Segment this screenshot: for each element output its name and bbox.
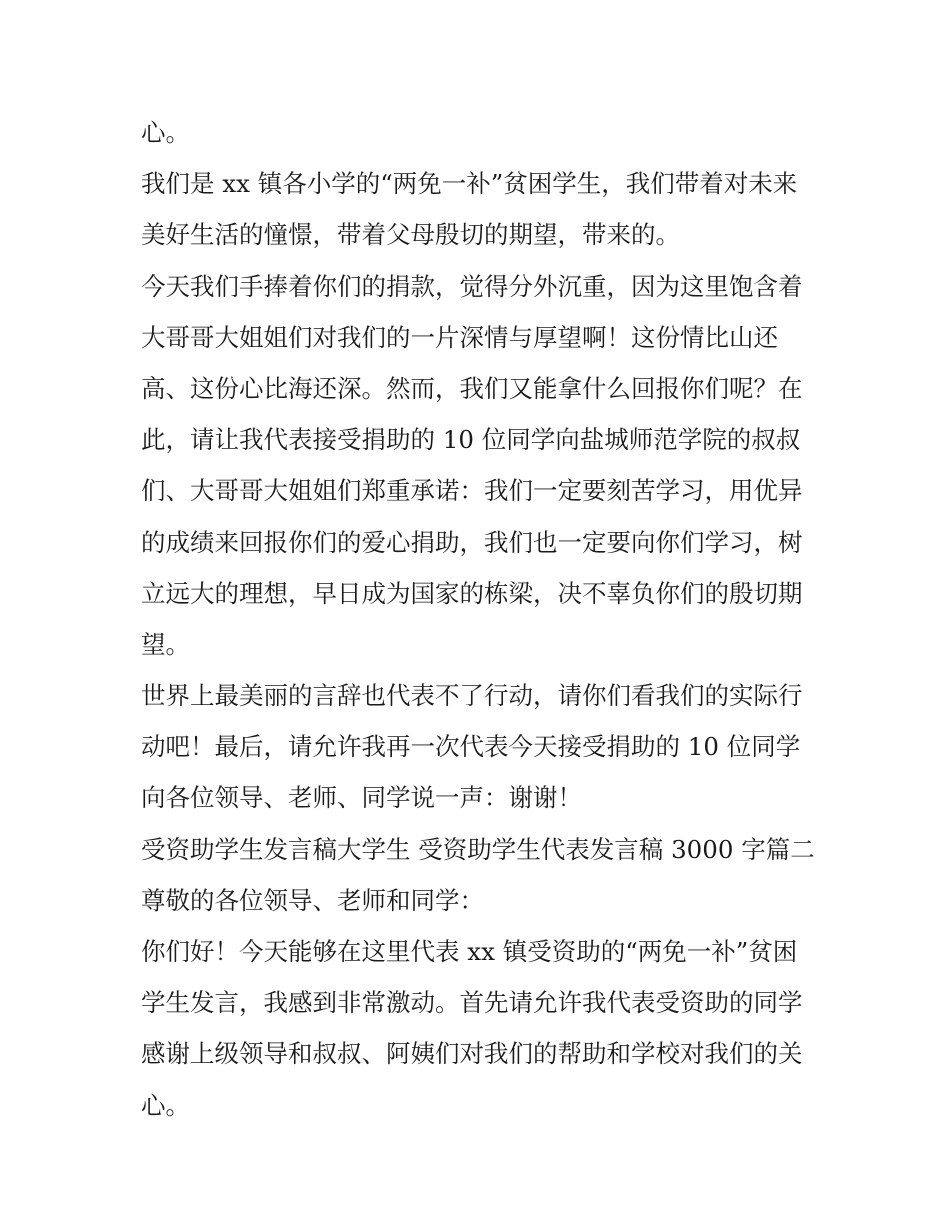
text-line-14: 向各位领导、老师、同学说一声：谢谢！ [141, 783, 582, 813]
document-body [141, 107, 821, 1131]
text-line-15: 受资助学生发言稿大学生 受资助学生代表发言稿 3000 字篇二 [141, 834, 815, 864]
text-line-11: 望。 [141, 629, 190, 659]
text-line-12: 世界上最美丽的言辞也代表不了行动，请你们看我们的实际行 [141, 681, 803, 711]
text-line-13: 动吧！最后，请允许我再一次代表今天接受捐助的 10 位同学 [141, 732, 801, 762]
text-line-5: 大哥哥大姐姐们对我们的一片深情与厚望啊！这份情比山还 [141, 322, 778, 352]
text-line-20: 心。 [141, 1090, 190, 1120]
text-line-7: 此，请让我代表接受捐助的 10 位同学向盐城师范学院的叔叔 [141, 425, 801, 455]
text-line-17: 你们好！今天能够在这里代表 xx 镇受资助的“两免一补”贫困 [141, 937, 798, 966]
text-line-9: 的成绩来回报你们的爱心捐助，我们也一定要向你们学习，树 [141, 527, 803, 557]
text-line-1: 心。 [141, 118, 190, 147]
text-line-16: 尊敬的各位领导、老师和同学： [141, 885, 484, 915]
text-line-4: 今天我们手捧着你们的捐款，觉得分外沉重，因为这里饱含着 [141, 271, 803, 301]
text-line-3: 美好生活的憧憬，带着父母殷切的期望，带来的。 [141, 220, 680, 250]
text-line-2: 我们是 xx 镇各小学的“两免一补”贫困学生，我们带着对未来 [141, 169, 798, 199]
text-line-6: 高、这份心比海还深。然而，我们又能拿什么回报你们呢？在 [141, 373, 803, 403]
text-line-19: 感谢上级领导和叔叔、阿姨们对我们的帮助和学校对我们的关 [141, 1039, 803, 1069]
text-line-18: 学生发言，我感到非常激动。首先请允许我代表受资助的同学 [141, 988, 803, 1018]
text-line-8: 们、大哥哥大姐姐们郑重承诺：我们一定要刻苦学习，用优异 [141, 476, 803, 506]
text-line-10: 立远大的理想，早日成为国家的栋梁，决不辜负你们的殷切期 [141, 578, 803, 608]
